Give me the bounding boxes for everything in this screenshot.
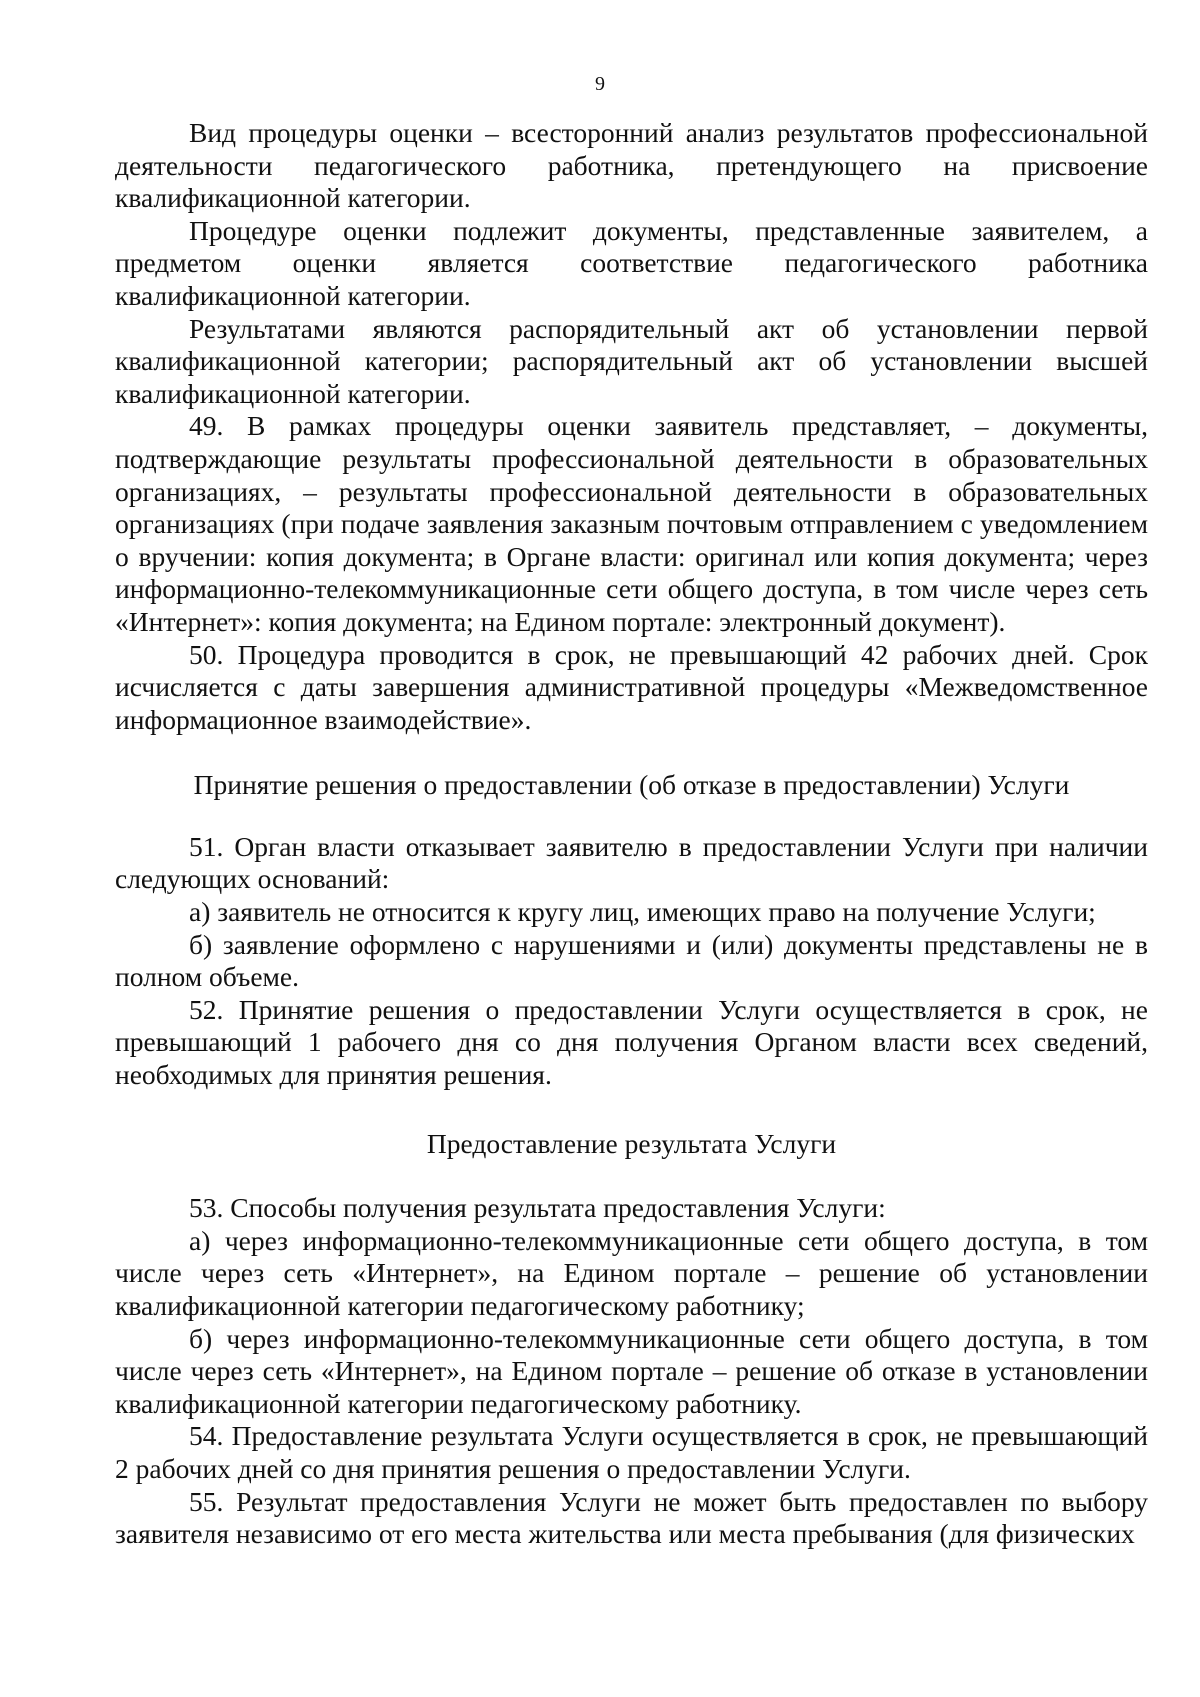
- paragraph-52: 52. Принятие решения о предоставлении Услуги осуществляется в срок, не превышающий 1 рабочего дня со дня получения Органом власти всех сведений, необходимых для принятия решения.: [115, 993, 1148, 1091]
- paragraph-50: 50. Процедура проводится в срок, не превышающий 42 рабочих дней. Срок исчисляется с даты завершения административной процедуры «Межведомственное информационное взаимодействие».: [115, 638, 1148, 735]
- paragraph-54: 54. Предоставление результата Услуги осуществляется в срок, не превышающий 2 рабочих дней со дня принятия решения о предоставлении Услуги.: [115, 1420, 1148, 1484]
- paragraph-51: 51. Орган власти отказывает заявителю в предоставлении Услуги при наличии следующих оснований:: [115, 830, 1148, 895]
- paragraph-assessment-type: Вид процедуры оценки – всесторонний анализ результатов профессиональной деятельности педагогического работника, претендующего на присвоение квалификационной категории.: [115, 117, 1148, 214]
- paragraph-55: 55. Результат предоставления Услуги не может быть предоставлен по выбору заявителя независимо от его места жительства или места пребывания (для физических: [115, 1485, 1148, 1550]
- paragraph-53: 53. Способы получения результата предоставления Услуги:: [189, 1192, 886, 1224]
- paragraph-53-a: а) через информационно-телекоммуникационные сети общего доступа, в том числе через сеть «Интернет», на Едином портале – решение об установлении квалификационной категории педагогическому работнику;: [115, 1224, 1148, 1321]
- paragraph-assessment-subject: Процедуре оценки подлежит документы, представленные заявителем, а предметом оценки является соответствие педагогического работника квалификационной категории.: [115, 214, 1148, 311]
- paragraph-assessment-results: Результатами являются распорядительный акт об установлении первой квалификационной категории; распорядительный акт об установлении высшей квалификационной категории.: [115, 312, 1148, 409]
- document-body: [115, 117, 1148, 1551]
- paragraph-51-a: а) заявитель не относится к кругу лиц, имеющих право на получение Услуги;: [189, 896, 1096, 928]
- section-heading-decision: Принятие решения о предоставлении (об отказе в предоставлении) Услуги: [193, 769, 1070, 801]
- page-number: 9: [595, 73, 605, 95]
- paragraph-53-b: б) через информационно-телекоммуникационные сети общего доступа, в том числе через сеть «Интернет», на Едином портале – решение об отказе в установлении квалификационной категории педагогическому работнику.: [115, 1322, 1148, 1419]
- paragraph-51-b: б) заявление оформлено с нарушениями и (или) документы представлены не в полном объеме.: [115, 928, 1148, 993]
- section-heading-result: Предоставление результата Услуги: [426, 1127, 837, 1159]
- paragraph-49: 49. В рамках процедуры оценки заявитель представляет, – документы, подтверждающие результаты профессиональной деятельности в образовательных организациях, – результаты профессиональной деятельности в образовательных организациях (при подаче заявления заказным почтовым отправлением с уведомлением о вручении: копия документа; в Органе власти: оригинал или копия документа; через информационно-телекоммуникационные сети общего доступа, в том числе через сеть «Интернет»: копия документа; на Едином портале: электронный документ).: [115, 410, 1148, 637]
